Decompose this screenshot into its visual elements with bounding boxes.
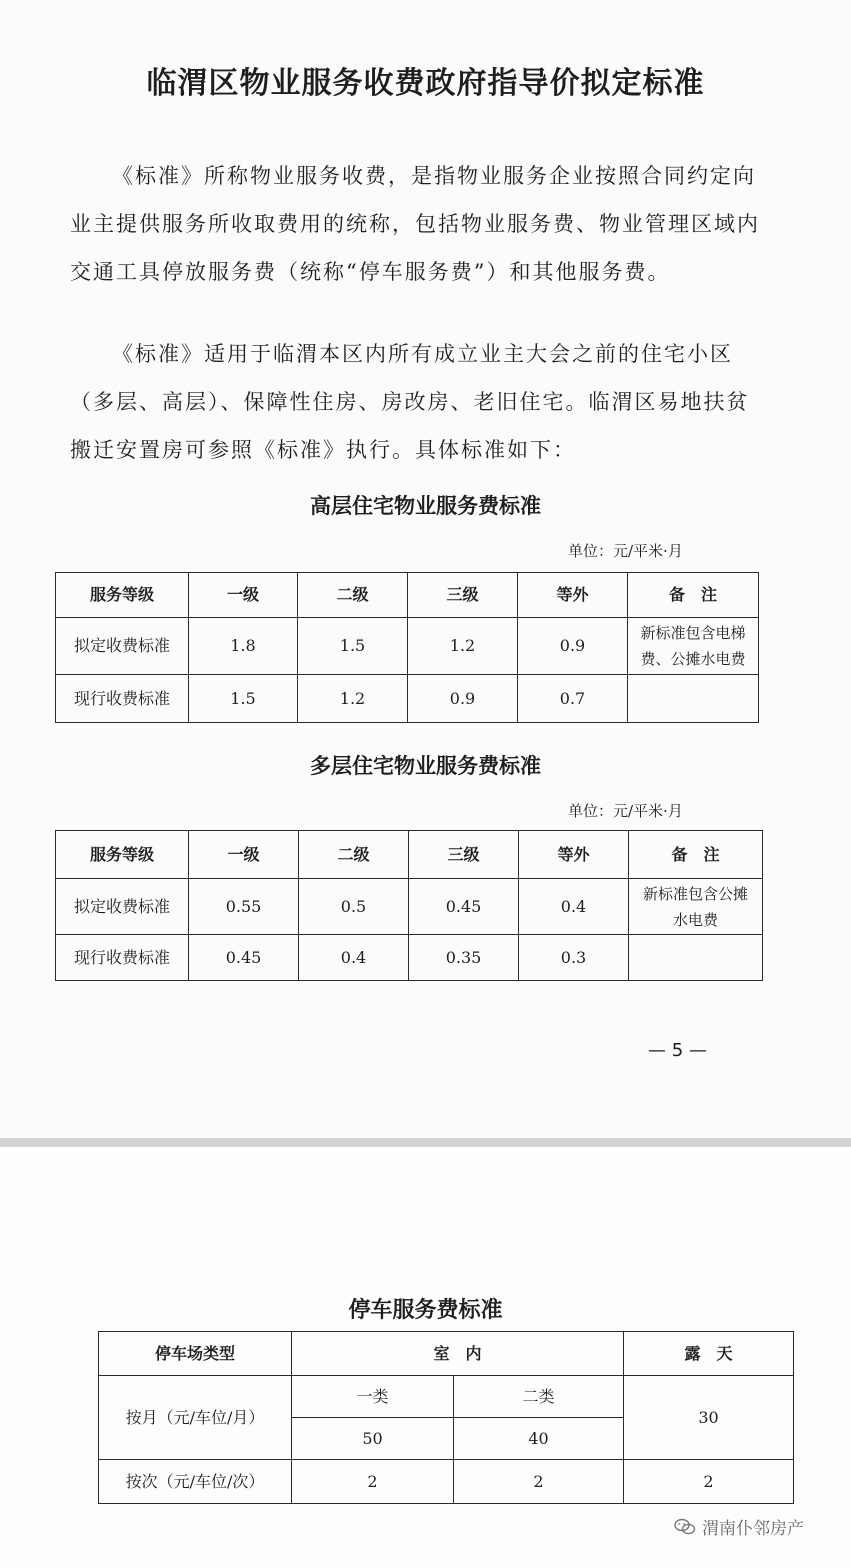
table-cell: 1.2 bbox=[298, 675, 408, 723]
high-rise-table-title: 高层住宅物业服务费标准 bbox=[310, 494, 541, 518]
header-cell: 三级 bbox=[409, 831, 519, 879]
wechat-icon bbox=[674, 1518, 696, 1536]
header-cell: 室 内 bbox=[292, 1332, 624, 1376]
table-cell: 1.5 bbox=[189, 675, 298, 723]
table-header-row bbox=[56, 831, 763, 879]
high-rise-unit: 单位：元/平米·月 bbox=[568, 542, 683, 560]
table-row bbox=[99, 1460, 794, 1504]
header-cell: 停车场类型 bbox=[99, 1332, 292, 1376]
row-label: 现行收费标准 bbox=[56, 935, 189, 981]
row-label: 现行收费标准 bbox=[56, 675, 189, 723]
row-label: 拟定收费标准 bbox=[56, 618, 189, 675]
multi-story-table-title: 多层住宅物业服务费标准 bbox=[310, 754, 541, 778]
table-cell: 50 bbox=[292, 1418, 454, 1460]
row-label: 拟定收费标准 bbox=[56, 879, 189, 935]
header-cell: 备 注 bbox=[629, 831, 763, 879]
table-cell: 0.7 bbox=[518, 675, 628, 723]
page-separator bbox=[0, 1138, 851, 1147]
header-cell: 三级 bbox=[408, 573, 518, 618]
parking-fee-table bbox=[98, 1331, 794, 1504]
table-row bbox=[56, 618, 759, 675]
remark-cell: 新标准包含电梯费、公摊水电费 bbox=[628, 618, 759, 675]
table-cell: 2 bbox=[292, 1460, 454, 1504]
table-row bbox=[99, 1376, 794, 1418]
table-header-row bbox=[99, 1332, 794, 1376]
table-cell: 1.5 bbox=[298, 618, 408, 675]
table-cell: 1.2 bbox=[408, 618, 518, 675]
header-cell: 等外 bbox=[519, 831, 629, 879]
table-row bbox=[56, 879, 763, 935]
header-cell: 一级 bbox=[189, 573, 298, 618]
intro-paragraph: 《标准》所称物业服务收费，是指物业服务企业按照合同约定向业主提供服务所收取费用的统称，包括物业服务费、物业管理区域内交通工具停放服务费（统称“停车服务费”）和其他服务费。 bbox=[70, 164, 760, 284]
high-rise-fee-table bbox=[55, 572, 759, 723]
remark-cell bbox=[628, 675, 759, 723]
header-cell: 备 注 bbox=[628, 573, 759, 618]
table-cell: 0.4 bbox=[299, 935, 409, 981]
table-cell: 0.3 bbox=[519, 935, 629, 981]
table-cell: 0.45 bbox=[409, 879, 519, 935]
table-header-row bbox=[56, 573, 759, 618]
table-cell: 0.4 bbox=[519, 879, 629, 935]
row-label: 按次（元/车位/次） bbox=[99, 1460, 292, 1504]
table-row bbox=[56, 935, 763, 981]
header-cell: 服务等级 bbox=[56, 573, 189, 618]
header-cell: 二级 bbox=[298, 573, 408, 618]
remark-cell bbox=[629, 935, 763, 981]
header-cell: 等外 bbox=[518, 573, 628, 618]
header-cell: 一级 bbox=[189, 831, 299, 879]
table-cell: 1.8 bbox=[189, 618, 298, 675]
remark-cell: 新标准包含公摊水电费 bbox=[629, 879, 763, 935]
watermark-text: 渭南仆邻房产 bbox=[702, 1519, 804, 1539]
table-cell: 0.45 bbox=[189, 935, 299, 981]
multi-story-fee-table bbox=[55, 830, 763, 981]
table-cell: 40 bbox=[454, 1418, 624, 1460]
header-cell: 二级 bbox=[299, 831, 409, 879]
table-cell: 2 bbox=[624, 1460, 794, 1504]
watermark bbox=[674, 1514, 804, 1539]
header-cell: 露 天 bbox=[624, 1332, 794, 1376]
table-cell: 0.55 bbox=[189, 879, 299, 935]
table-row bbox=[56, 675, 759, 723]
table-cell: 2 bbox=[454, 1460, 624, 1504]
header-cell: 服务等级 bbox=[56, 831, 189, 879]
table-cell: 30 bbox=[624, 1376, 794, 1460]
table-cell: 0.35 bbox=[409, 935, 519, 981]
row-label: 按月（元/车位/月） bbox=[99, 1376, 292, 1460]
table-cell: 一类 bbox=[292, 1376, 454, 1418]
table-cell: 二类 bbox=[454, 1376, 624, 1418]
parking-table-title: 停车服务费标准 bbox=[348, 1298, 503, 1323]
table-cell: 0.9 bbox=[408, 675, 518, 723]
document-title: 临渭区物业服务收费政府指导价拟定标准 bbox=[146, 66, 705, 101]
scope-paragraph: 《标准》适用于临渭本区内所有成立业主大会之前的住宅小区（多层、高层）、保障性住房、房改房、老旧住宅。临渭区易地扶贫搬迁安置房可参照《标准》执行。具体标准如下： bbox=[70, 342, 750, 462]
table-cell: 0.9 bbox=[518, 618, 628, 675]
table-cell: 0.5 bbox=[299, 879, 409, 935]
page-number: — 5 — bbox=[648, 1040, 707, 1061]
multi-story-unit: 单位：元/平米·月 bbox=[568, 802, 683, 820]
document-page-6 bbox=[0, 1147, 851, 1568]
